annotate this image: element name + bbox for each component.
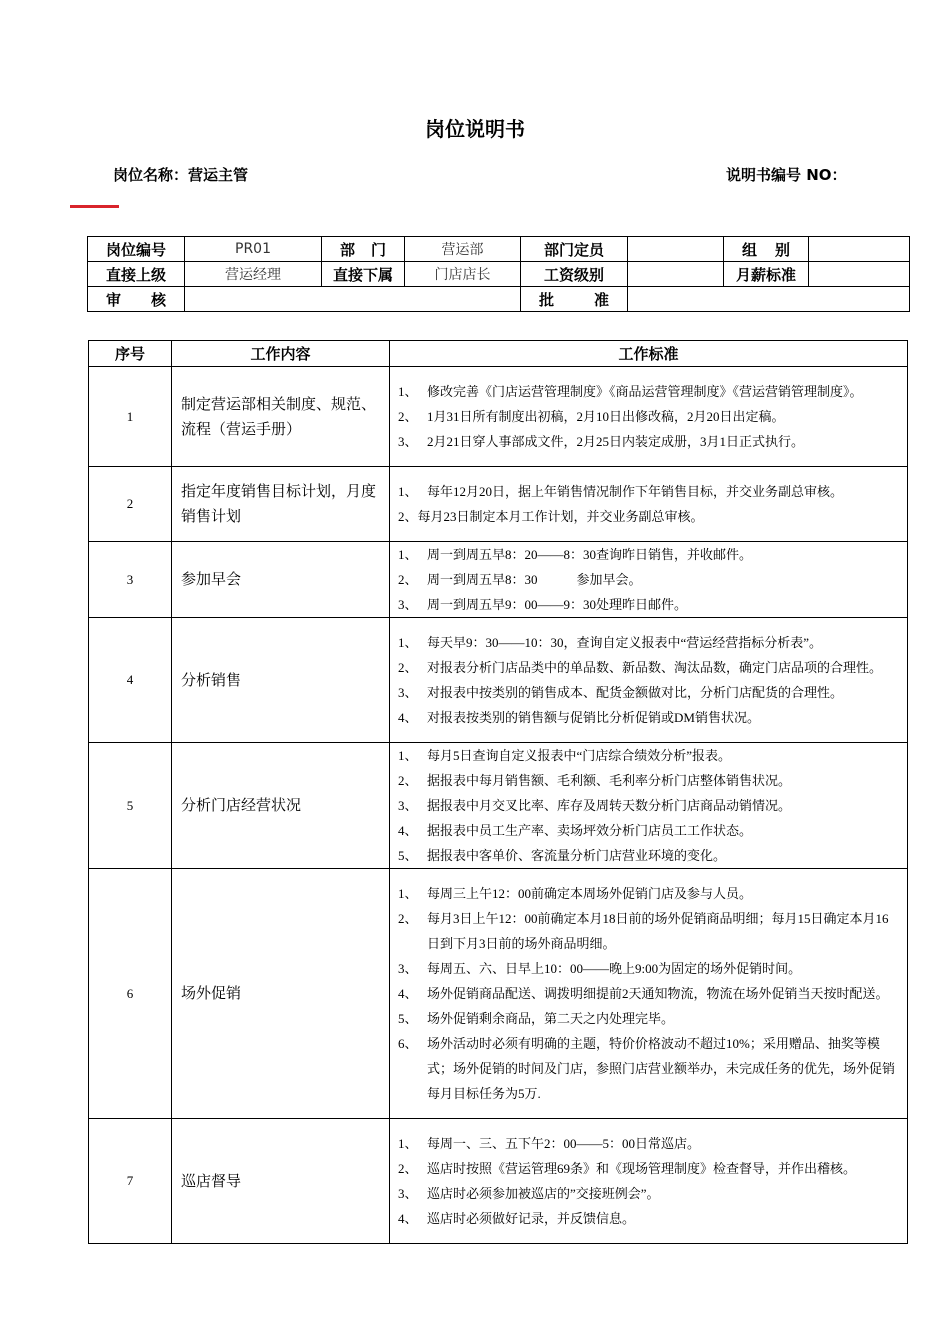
standard-text: 对报表按类别的销售额与促销比分析促销或DM销售状况。 (427, 710, 760, 725)
standard-text: 场外促销剩余商品，第二天之内处理完毕。 (427, 1011, 675, 1026)
standard-item (398, 881, 901, 906)
label-monthly-salary: 月薪标准 (724, 262, 809, 287)
standard-number: 4、 (398, 710, 418, 725)
standard-number: 2、 (398, 409, 418, 424)
standard-number: 3、 (398, 685, 418, 700)
standard-item (398, 1156, 901, 1181)
duty-content: 场外促销 (172, 869, 390, 1119)
label-direct-superior: 直接上级 (88, 262, 185, 287)
standard-number: 1、 (398, 635, 418, 650)
value-department: 营运部 (405, 237, 521, 262)
value-direct-superior: 营运经理 (185, 262, 322, 287)
standard-number: 2、 (398, 1161, 418, 1176)
document-title: 岗位说明书 (425, 117, 525, 141)
standard-text: 周一到周五早9：00——9：30处理昨日邮件。 (427, 597, 688, 612)
label-approve: 批 准 (521, 287, 628, 312)
standard-text: 巡店时必须做好记录，并反馈信息。 (427, 1211, 636, 1226)
duty-seq: 1 (89, 367, 172, 467)
info-row (88, 237, 910, 262)
duty-content: 参加早会 (172, 542, 390, 618)
value-review (185, 287, 521, 312)
standard-text: 周一到周五早8：20——8：30查询昨日销售，并收邮件。 (427, 547, 753, 562)
position-info-table (87, 236, 910, 312)
standard-text: 每周三上午12：00前确定本周场外促销门店及参与人员。 (427, 886, 753, 901)
standard-text: 2月21日穿人事部成文件，2月25日内装定成册，3月1日正式执行。 (427, 434, 805, 449)
standard-number: 1、 (398, 547, 418, 562)
header-content: 工作内容 (172, 341, 390, 367)
info-row (88, 287, 910, 312)
standard-item (398, 956, 901, 981)
standard-text: 每月3日上午12：00前确定本月18日前的场外促销商品明细；每月15日确定本月16日到下月3日前的场外商品明细。 (427, 911, 889, 951)
duty-seq: 3 (89, 542, 172, 618)
duty-standards (390, 367, 908, 467)
value-group (809, 237, 910, 262)
duty-content: 分析门店经营状况 (172, 743, 390, 869)
standard-number: 1、 (398, 1136, 418, 1151)
table-row (89, 618, 908, 743)
value-position-code: PR01 (185, 237, 322, 262)
label-salary-grade: 工资级别 (521, 262, 628, 287)
standard-text: 据报表中每月销售额、毛利额、毛利率分析门店整体销售状况。 (427, 773, 792, 788)
standard-item (398, 680, 901, 705)
standard-number: 3、 (398, 798, 418, 813)
document-number-label: 说明书编号 NO： (726, 166, 847, 184)
standard-item (398, 1206, 901, 1231)
standard-item (398, 1181, 901, 1206)
table-header-row (89, 341, 908, 367)
standard-number: 1、 (398, 886, 418, 901)
header-standard: 工作标准 (390, 341, 908, 367)
duty-standards (390, 618, 908, 743)
header-seq: 序号 (89, 341, 172, 367)
table-row (89, 1119, 908, 1244)
standard-item (398, 404, 901, 429)
standard-number: 6、 (398, 1036, 418, 1051)
duty-seq: 6 (89, 869, 172, 1119)
standard-number: 2、 (398, 773, 418, 788)
standard-item (398, 655, 901, 680)
duty-seq: 5 (89, 743, 172, 869)
standard-text: 据报表中月交叉比率、库存及周转天数分析门店商品动销情况。 (427, 798, 792, 813)
info-row (88, 262, 910, 287)
standard-item (398, 1006, 901, 1031)
standard-text: 2、每月23日制定本月工作计划，并交业务副总审核。 (398, 509, 704, 524)
standard-item (398, 981, 901, 1006)
label-position-code: 岗位编号 (88, 237, 185, 262)
standard-number: 4、 (398, 1211, 418, 1226)
duty-standards (390, 467, 908, 542)
standard-number: 5、 (398, 1011, 418, 1026)
label-headcount: 部门定员 (521, 237, 628, 262)
standard-number: 4、 (398, 823, 418, 838)
standard-item (398, 542, 901, 567)
duty-standards (390, 743, 908, 869)
standard-text: 1月31日所有制度出初稿，2月10日出修改稿，2月20日出定稿。 (427, 409, 785, 424)
standard-text: 巡店时必须参加被巡店的”交接班例会”。 (427, 1186, 660, 1201)
standard-item (398, 1031, 901, 1106)
standard-text: 巡店时按照《营运管理69条》和《现场管理制度》检查督导，并作出稽核。 (427, 1161, 857, 1176)
position-name: 岗位名称：营运主管 (113, 166, 249, 184)
standard-number: 3、 (398, 434, 418, 449)
standard-text: 据报表中员工生产率、卖场坪效分析门店员工工作状态。 (427, 823, 753, 838)
table-row (89, 367, 908, 467)
standard-text: 场外活动时必须有明确的主题，特价价格波动不超过10%；采用赠品、抽奖等模式；场外促销的时间及门店，参照门店营业额举办，未完成任务的优先，场外促销每月目标任务为5万. (427, 1036, 896, 1101)
standard-number: 1、 (398, 484, 418, 499)
duty-standards (390, 1119, 908, 1244)
standard-item (398, 504, 901, 529)
value-monthly-salary (809, 262, 910, 287)
standard-text: 场外促销商品配送、调拨明细提前2天通知物流，物流在场外促销当天按时配送。 (427, 986, 889, 1001)
standard-item (398, 818, 901, 843)
standard-number: 1、 (398, 748, 418, 763)
standard-text: 每周一、三、五下午2：00——5：00日常巡店。 (427, 1136, 701, 1151)
table-row (89, 743, 908, 869)
standard-text: 对报表中按类别的销售成本、配货金额做对比，分析门店配货的合理性。 (427, 685, 844, 700)
standard-item (398, 1131, 901, 1156)
label-department: 部 门 (322, 237, 405, 262)
duties-table (88, 340, 908, 1244)
label-review: 审 核 (88, 287, 185, 312)
standard-number: 1、 (398, 384, 418, 399)
table-row (89, 467, 908, 542)
label-direct-subordinate: 直接下属 (322, 262, 405, 287)
standard-item (398, 429, 901, 454)
duty-content: 制定营运部相关制度、规范、流程（营运手册） (172, 367, 390, 467)
standard-number: 3、 (398, 1186, 418, 1201)
standard-number: 2、 (398, 660, 418, 675)
standard-item (398, 705, 901, 730)
standard-number: 3、 (398, 597, 418, 612)
table-row (89, 542, 908, 618)
duty-content: 巡店督导 (172, 1119, 390, 1244)
standard-item (398, 793, 901, 818)
value-salary-grade (628, 262, 724, 287)
standard-number: 3、 (398, 961, 418, 976)
red-underline-mark (70, 205, 119, 208)
duty-seq: 2 (89, 467, 172, 542)
standard-item (398, 567, 901, 592)
duty-content: 指定年度销售目标计划，月度销售计划 (172, 467, 390, 542)
standard-item (398, 479, 901, 504)
standard-text: 据报表中客单价、客流量分析门店营业环境的变化。 (427, 848, 727, 863)
standard-text: 每月5日查询自定义报表中“门店综合绩效分析”报表。 (427, 748, 732, 763)
standard-number: 4、 (398, 986, 418, 1001)
standard-text: 对报表分析门店品类中的单品数、新品数、淘汰品数，确定门店品项的合理性。 (427, 660, 883, 675)
standard-item (398, 906, 901, 956)
duty-standards (390, 869, 908, 1119)
standard-text: 每天早9：30——10：30，查询自定义报表中“营运经营指标分析表”。 (427, 635, 823, 650)
standard-item (398, 592, 901, 617)
value-direct-subordinate: 门店店长 (405, 262, 521, 287)
standard-number: 2、 (398, 911, 418, 926)
standard-number: 5、 (398, 848, 418, 863)
value-headcount (628, 237, 724, 262)
standard-text: 周一到周五早8：30 参加早会。 (427, 572, 642, 587)
value-approve (628, 287, 910, 312)
duty-content: 分析销售 (172, 618, 390, 743)
standard-item (398, 768, 901, 793)
duty-seq: 7 (89, 1119, 172, 1244)
standard-item (398, 379, 901, 404)
table-row (89, 869, 908, 1119)
standard-text: 每周五、六、日早上10：00——晚上9:00为固定的场外促销时间。 (427, 961, 802, 976)
standard-item (398, 630, 901, 655)
standard-text: 每年12月20日，据上年销售情况制作下年销售目标，并交业务副总审核。 (427, 484, 844, 499)
duty-standards (390, 542, 908, 618)
standard-item (398, 843, 901, 868)
label-group: 组 别 (724, 237, 809, 262)
duty-seq: 4 (89, 618, 172, 743)
standard-number: 2、 (398, 572, 418, 587)
standard-text: 修改完善《门店运营管理制度》《商品运营管理制度》《营运营销管理制度》。 (427, 384, 863, 399)
standard-item (398, 743, 901, 768)
